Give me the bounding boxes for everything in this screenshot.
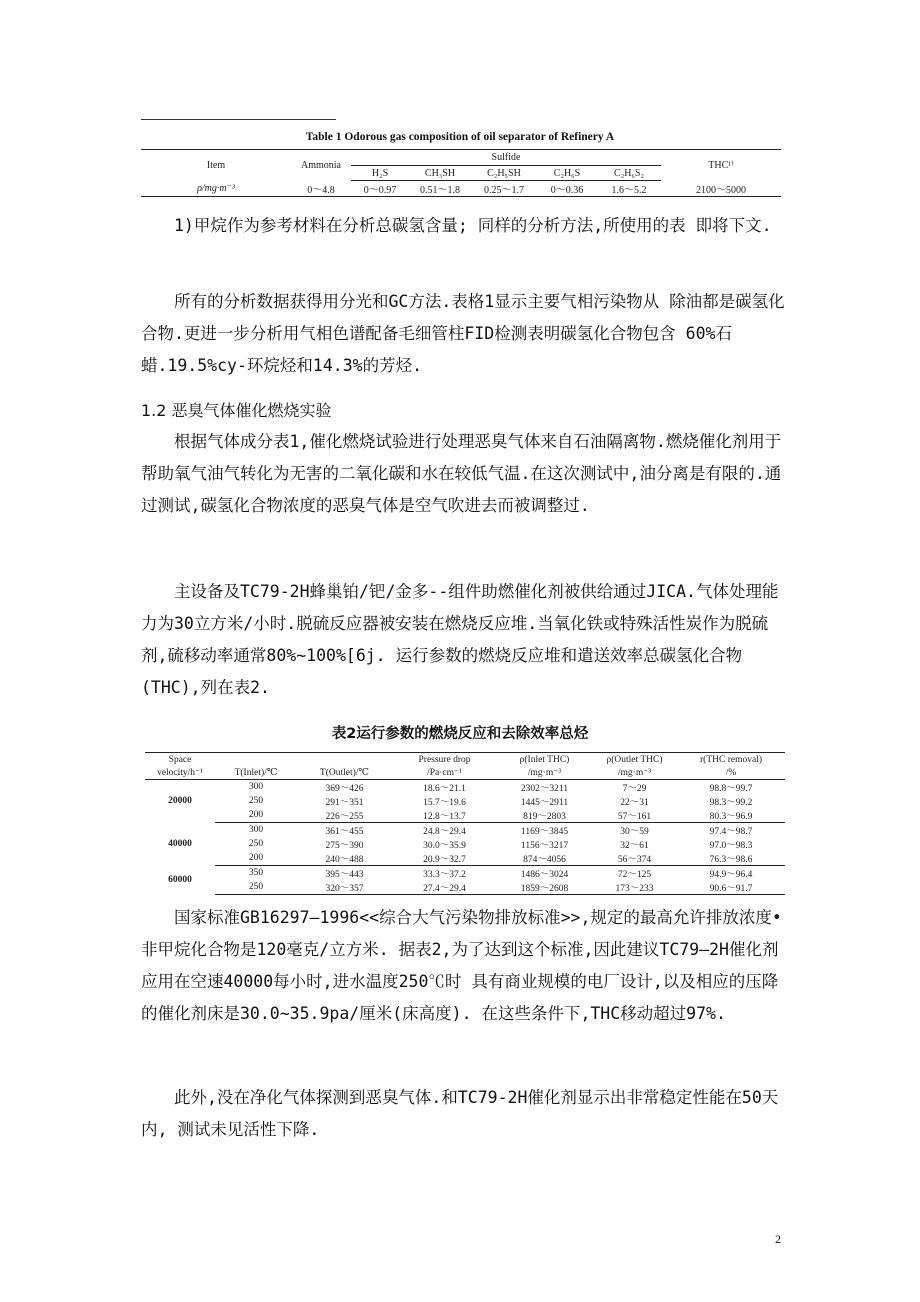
paragraph-experiment <box>141 426 791 522</box>
table-cell: 300 <box>248 782 264 792</box>
table1-row-label: ρ/mg·m⁻³ <box>141 181 291 197</box>
table-cell: 72～125 <box>617 870 652 880</box>
table-cell: 1445～2911 <box>520 798 569 808</box>
table-row <box>145 866 785 881</box>
paragraph-text: 此外,没在净化气体探测到恶臭气体.和TC79-2H催化剂显示出非常稳定性能在50天内, 测试未见活性下降. <box>141 1088 779 1139</box>
table2-body <box>145 780 785 895</box>
table1 <box>141 149 781 197</box>
table-cell: 2302～3211 <box>520 784 569 794</box>
table1-sulfide-col: C₂H₅SH <box>471 166 537 181</box>
table-cell: 20.9～32.7 <box>392 851 497 866</box>
paragraph-text: 国家标准GB16297—1996<<综合大气污染物排放标准>>,规定的最高允许排放浓度•非甲烷化合物是120毫克/立方米. 据表2,为了达到这个标准,因此建议TC79—2H催化剂应用在空速40000每小时,进水温度250℃时 具有商业规模的电厂设计,以及相应的压降的催化剂床是30.0~35.9pa/厘米(床高度). 在这些条件下,THC移动超过97%. <box>141 908 782 1023</box>
table1-cell: 0～4.8 <box>291 181 351 197</box>
table-cell: 1486～3024 <box>520 870 569 880</box>
table2-header: Space <box>145 753 215 767</box>
table2-header: r(THC removal) <box>677 753 785 767</box>
table-cell: 1859～2608 <box>497 880 592 895</box>
space-velocity-cell: 40000 <box>168 839 192 849</box>
top-rule <box>141 119 336 120</box>
paragraph-text: 所有的分析数据获得用分光和GC方法.表格1显示主要气相污染物从 除油都是碳氢化合物.更进一步分析用气相色谱配备毛细管柱FID检测表明碳氢化合物包含 60%石蜡.19.5%cy-环烷烃和14.3%的芳烃. <box>141 292 785 375</box>
table2-header: T(Inlet)/℃ <box>215 766 297 780</box>
table-cell: 33.3～37.2 <box>423 870 466 880</box>
table-cell: 291～351 <box>325 798 364 808</box>
paragraph-text: 根据气体成分表1,催化燃烧试验进行处理恶臭气体来自石油隔离物.燃烧催化剂用于帮助氧气油气转化为无害的二氧化碳和水在较低气温.在这次测试中,油分离是有限的.通过测试,碳氢化合物浓度的恶臭气体是空气吹进去而被调整过. <box>141 432 782 515</box>
table2-header: T(Outlet)/℃ <box>297 766 392 780</box>
table-cell: 7～29 <box>622 784 647 794</box>
table-cell: 275～390 <box>325 841 364 851</box>
table-cell: 361～455 <box>325 827 364 837</box>
table-row <box>145 851 785 866</box>
paragraph-standard <box>141 902 791 1030</box>
table-cell: 12.8～13.7 <box>392 808 497 823</box>
table-cell: 874～4056 <box>497 851 592 866</box>
table1-sulfide-col: H₂S <box>351 166 409 181</box>
table-cell: 24.8～29.4 <box>423 827 466 837</box>
table-cell: 350 <box>248 868 264 878</box>
page-number: 2 <box>775 1232 781 1246</box>
table-cell: 27.4～29.4 <box>392 880 497 895</box>
table-cell: 819～2803 <box>497 808 592 823</box>
table-cell: 200 <box>215 808 297 823</box>
table-cell: 300 <box>248 825 264 835</box>
table-cell: 250 <box>215 880 297 895</box>
table-cell: 30～59 <box>620 827 649 837</box>
table-cell: 369～426 <box>325 784 364 794</box>
table2-header <box>297 753 392 767</box>
table-cell: 15.7～19.6 <box>423 798 466 808</box>
table1-sulfide-col: C₂H₆S <box>537 166 597 181</box>
table-cell: 30.0～35.9 <box>423 841 466 851</box>
section-heading: 1.2 恶臭气体催化燃烧实验 <box>141 401 332 420</box>
table-cell: 250 <box>248 839 264 849</box>
table-row <box>145 823 785 838</box>
table-cell: 76.3～98.6 <box>677 851 785 866</box>
table-cell: 98.3～99.2 <box>709 798 753 808</box>
table2-header: Pressure drop <box>392 753 497 767</box>
table2-header: /mg·m⁻³ <box>592 766 677 780</box>
table-cell: 226～255 <box>297 808 392 823</box>
paragraph-footnote <box>141 210 791 242</box>
table-cell: 98.8～99.7 <box>709 784 753 794</box>
table-cell: 240～488 <box>297 851 392 866</box>
paragraph-text: 1)甲烷作为参考材料在分析总碳氢含量; 同样的分析方法,所使用的表 即将下文. <box>174 216 772 235</box>
paragraph-text: 主设备及TC79-2H蜂巢铂/钯/金多--组件助燃催化剂被供给通过JICA.气体处理能力为30立方米/小时.脱硫反应器被安装在燃烧反应堆.当氧化铁或特殊活性炭作为脱硫剂,硫移动率通常80%~100%[6j. 运行参数的燃烧反应堆和遣送效率总碳氢化合物(THC),列在表2. <box>141 582 779 697</box>
table1-thc-header: THC¹⁾ <box>661 150 781 181</box>
table2-header: /mg·m⁻³ <box>497 766 592 780</box>
table-cell: 94.9～96.4 <box>709 870 753 880</box>
table-cell: 97.4～98.7 <box>709 827 753 837</box>
space-velocity-cell: 20000 <box>168 796 192 807</box>
table-cell: 80.3～96.9 <box>677 808 785 823</box>
paragraph-equipment <box>141 576 791 704</box>
table1-cell: 2100～5000 <box>661 181 781 197</box>
table1-cell: 0～0.36 <box>537 181 597 197</box>
table1-cell: 0.51～1.8 <box>409 181 471 197</box>
table-cell: 97.0～98.3 <box>709 841 753 851</box>
table-row <box>145 794 785 808</box>
table-cell: 32～61 <box>620 841 649 851</box>
paragraph-conclusion <box>141 1082 791 1146</box>
table1-sulfide-header: Sulfide <box>351 150 661 166</box>
table-row <box>145 808 785 823</box>
table1-cell: 0～0.97 <box>351 181 409 197</box>
table-cell: 395～443 <box>325 870 364 880</box>
table-row <box>145 880 785 895</box>
table-cell: 22～31 <box>620 798 649 808</box>
table1-item-header: Item <box>141 150 291 181</box>
table2-header: ρ(Outlet THC) <box>592 753 677 767</box>
paragraph-analysis <box>141 286 791 382</box>
table2-header: ρ(Inlet THC) <box>497 753 592 767</box>
space-velocity-cell: 60000 <box>168 875 192 885</box>
table1-sulfide-col: CH₃SH <box>409 166 471 181</box>
table2-title: 表2运行参数的燃烧反应和去除效率总烃 <box>331 726 589 742</box>
table-cell: 18.6～21.1 <box>423 784 466 794</box>
table1-title: Table 1 Odorous gas composition of oil separator of Refinery A <box>305 131 615 143</box>
table2-header: velocity/h⁻¹ <box>145 766 215 780</box>
table-cell: 1156～3217 <box>520 841 569 851</box>
table1-ammonia-header: Ammonia <box>291 150 351 181</box>
table-cell: 57～161 <box>592 808 677 823</box>
table-cell: 250 <box>248 796 264 806</box>
table-row <box>145 837 785 851</box>
table-cell: 1169～3845 <box>520 827 569 837</box>
table1-cell: 0.25～1.7 <box>471 181 537 197</box>
table-cell: 90.6～91.7 <box>677 880 785 895</box>
table-row <box>145 780 785 795</box>
table-cell: 200 <box>215 851 297 866</box>
table1-sulfide-col: C₂H₆S₂ <box>597 166 661 181</box>
table2-header <box>215 753 297 767</box>
table-cell: 320～357 <box>297 880 392 895</box>
table1-cell: 1.6～5.2 <box>597 181 661 197</box>
table2-header: /Pa·cm⁻¹ <box>392 766 497 780</box>
table-cell: 173～233 <box>592 880 677 895</box>
table-cell: 56～374 <box>592 851 677 866</box>
table2 <box>145 752 785 895</box>
table2-header: /% <box>677 766 785 780</box>
